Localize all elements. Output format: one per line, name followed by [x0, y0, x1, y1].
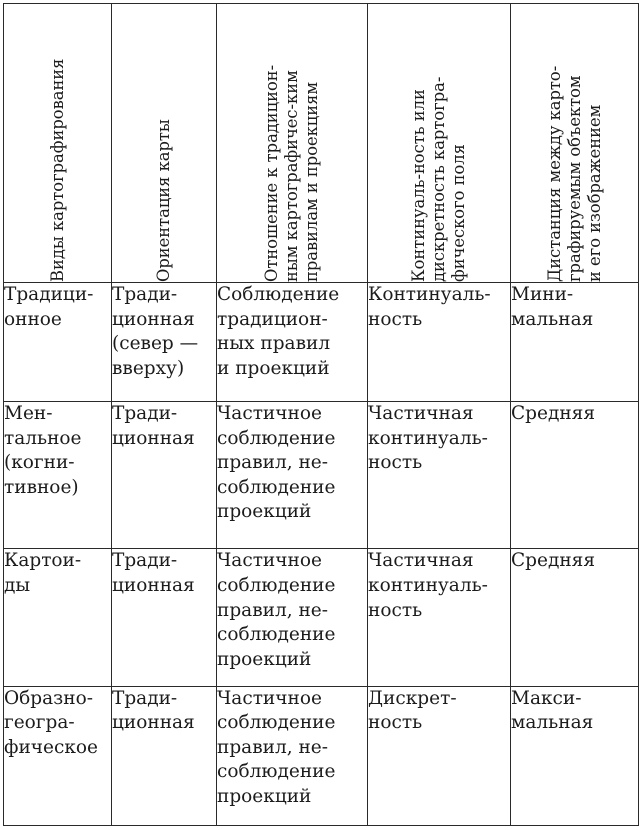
header-label: Континуаль-ность или дискретность картогра- фического поля — [409, 76, 468, 282]
table-cell — [217, 549, 368, 686]
table-cell — [112, 283, 217, 402]
table-cell — [217, 686, 368, 825]
table-cell — [511, 686, 639, 825]
header-distance — [511, 4, 639, 283]
table-cell — [112, 401, 217, 548]
table-cell — [368, 549, 511, 686]
header-rules-relation — [217, 4, 368, 283]
cell-text: Тради- ционная — [112, 687, 195, 734]
table-cell — [217, 401, 368, 548]
table-row — [4, 401, 639, 548]
cell-text: Частичная континуаль- ность — [368, 550, 488, 621]
header-label: Виды картографирования — [47, 58, 67, 282]
table-cell — [511, 401, 639, 548]
cell-text: Частичное соблюдение правил, не- соблюдение проекций — [217, 687, 336, 808]
cell-text: Мен- тальное (когни- тивное) — [4, 402, 82, 498]
cell-text: Тради- ционная — [112, 550, 195, 596]
header-mapping-type — [4, 4, 112, 283]
header-label: Ориентация карты — [154, 119, 173, 282]
table-cell — [112, 686, 217, 825]
table-cell — [4, 549, 112, 686]
table-cell — [4, 283, 112, 402]
cell-text: Тради- ционная (север — вверху) — [112, 284, 199, 379]
cell-text: Традици- онное — [4, 284, 94, 330]
table-row — [4, 686, 639, 825]
table-cell — [368, 686, 511, 825]
table-row — [4, 549, 639, 686]
table-cell — [4, 401, 112, 548]
cell-text: Тради- ционная — [112, 402, 195, 449]
table-cell — [511, 283, 639, 402]
header-label: Дистанция между карто- графируемым объектом и его изображением — [544, 65, 604, 282]
cell-text: Континуаль- ность — [368, 284, 491, 330]
cell-text: Дискрет- ность — [368, 687, 457, 734]
cell-text: Средняя — [511, 402, 596, 424]
cell-text: Мини- мальная — [511, 284, 594, 330]
header-orientation — [112, 4, 217, 283]
table-cell — [368, 401, 511, 548]
mapping-types-table — [3, 3, 639, 826]
table-cell — [511, 549, 639, 686]
cell-text: Средняя — [511, 550, 596, 572]
table-cell — [368, 283, 511, 402]
header-continuity — [368, 4, 511, 283]
cell-text: Частичная континуаль- ность — [368, 402, 488, 474]
header-label: Отношение к традицион- ным картографичес-ким правилам и проекциям — [262, 64, 321, 282]
cell-text: Макси- мальная — [511, 687, 594, 734]
table-row — [4, 283, 639, 402]
cell-text: Частичное соблюдение правил, не- соблюдение проекций — [217, 550, 336, 670]
cell-text: Картои- ды — [4, 550, 82, 596]
header-row — [4, 4, 639, 283]
table-cell — [112, 549, 217, 686]
cell-text: Образно- геогра- фическое — [4, 687, 98, 758]
table-cell — [217, 283, 368, 402]
table-cell — [4, 686, 112, 825]
cell-text: Соблюдение традицион- ных правил и проекций — [217, 284, 340, 379]
cell-text: Частичное соблюдение правил, не- соблюдение проекций — [217, 402, 336, 523]
